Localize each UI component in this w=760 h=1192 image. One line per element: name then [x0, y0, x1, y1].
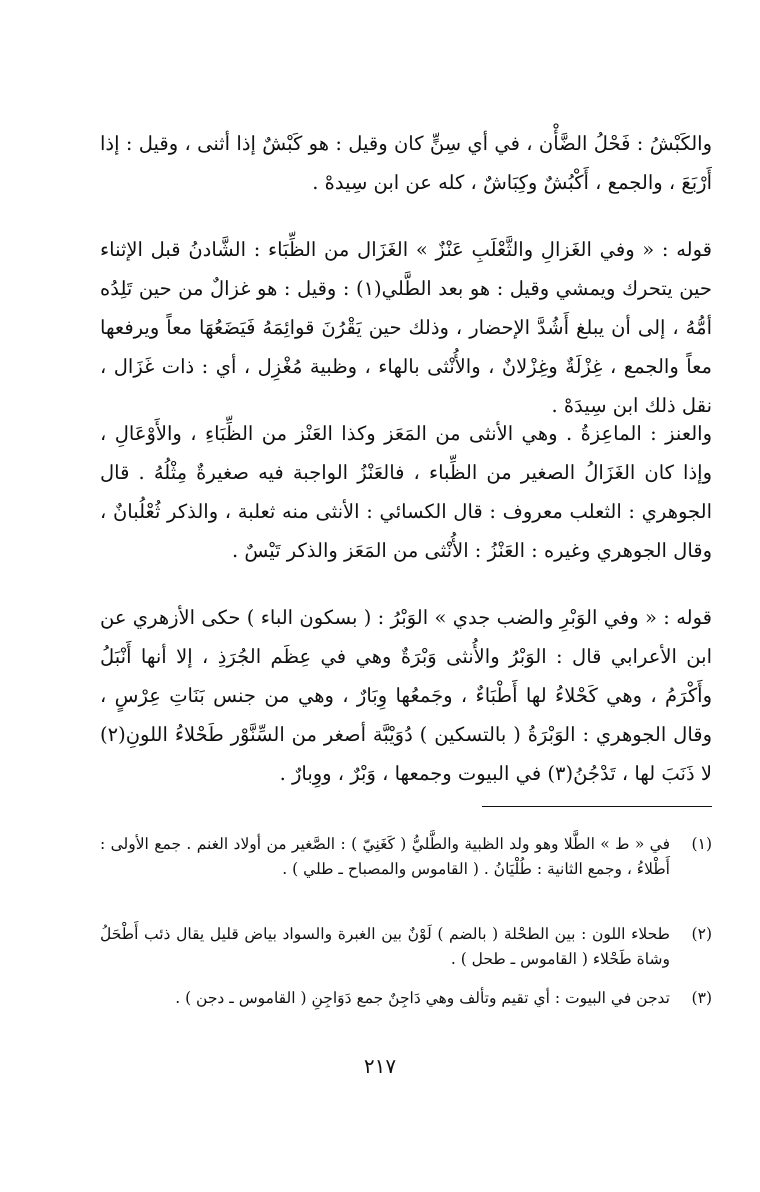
paragraph-ghazal: قوله : « وفي الغَزالِ والثَّعْلَبِ عَنْزٌ » الغَزَال من الظِّبَاء : الشَّادنُ قبل الإثناء حين يتحرك ويمشي وقيل : هو بعد الطَّلي(١) : وقيل : هو غزالٌ من حين تَلِدُه أمُّهُ ، إلى أن يبلغ أَشُدَّ الإحضار ، وذلك حين يَقْرُنَ قوائِمَهُ فَيَضَعُهَا معاً ويرفعها معاً والجمع ، غِزْلَةٌ وغِزْلانٌ ، والأُنْثى بالهاء ، وظبية مُغْزِل ، أي : ذات غَزَال ، نقل ذلك ابن سِيدَهْ .: [100, 238, 712, 417]
footnote-1: [100, 832, 712, 882]
footnote-divider: [482, 806, 712, 807]
paragraph-anz: والعنز : الماعِزةُ . وهي الأنثى من المَعَز وكذا العَنْز من الظِّبَاءِ ، والأَوْعَالِ ، وإذا كان الغَزَالُ الصغير من الظِّباء ، فالعَنْزُ الواجبة فيه صغيرةٌ مِثْلُهُ . قال الجوهري : الثعلب معروف : قال الكسائي : الأنثى منه ثعلبة ، والذكر ثُعْلُبانٌ ، وقال الجوهري وغيره : العَنْزُ : الأُنْثى من المَعَز والذكر تَيْسٌ .: [100, 422, 712, 562]
footnote-number: (٢): [691, 925, 712, 943]
paragraph-wabr: قوله : « وفي الوَبْرِ والضب جدي » الوَبْرُ : ( بسكون الباء ) حكى الأزهري عن ابن الأعرابي قال : الوَبْرُ والأُنثى وَبْرَةٌ وهي في عِظَم الجُرَذِ ، إلا أنها أَنْبَلُ وأَكْرَمُ ، وهي كَحْلاءُ لها أَطْبَاءٌ ، وجَمعُها وِبَارٌ ، وهي من جنس بَنَاتِ عِرْسٍ ، وقال الجوهري : الوَبْرَةُ ( بالتسكين ) دُوَيْبَّة أصغر من السِّنَّوْر طَحْلاءُ اللونِ(٢) لا ذَنَبَ لها ، تَدْجُنُ(٣) في البيوت وجمعها ، وَبْرٌ ، ووِبارٌ .: [100, 606, 712, 785]
footnote-text: في « ط » الطَّلا وهو ولد الظبية والطَّليُّ ( كَغَنِيّ ) : الصَّغير من أولاد الغنم . جمع الأولى : أَطْلاءُ ، وجمع الثانية : طُلْيَانُ . ( القاموس والمصباح ـ طلي ) .: [100, 835, 670, 878]
footnote-3: [100, 986, 712, 1011]
footnote-2: [100, 922, 712, 972]
footnote-text: تدجن في البيوت : أي تقيم وتألف وهي دَاجِنٌ جمع دَوَاجِنِ ( القاموس ـ دجن ) .: [175, 989, 670, 1007]
footnote-text: طحلاء اللون : بين الطحْلة ( بالضم ) لَوْنٌ بين الغبرة والسواد بياض قليل يقال ذئب أَطْحَلُ وشاة طَحْلاء ( القاموس ـ طحل ) .: [100, 925, 670, 968]
page-number: ٢١٧: [363, 1054, 397, 1078]
footnote-number: (٣): [691, 989, 712, 1007]
paragraph-kabsh: والكَبْشُ : فَحْلُ الضَّأْن ، في أي سِنٍّ كان وقيل : هو كَبْشٌ إذا أثنى ، وقيل : إذا أَرْبَعَ ، والجمع ، أَكْبُشٌ وكِبَاشٌ ، كله عن ابن سِيدهْ .: [100, 132, 712, 194]
footnote-number: (١): [691, 835, 712, 853]
